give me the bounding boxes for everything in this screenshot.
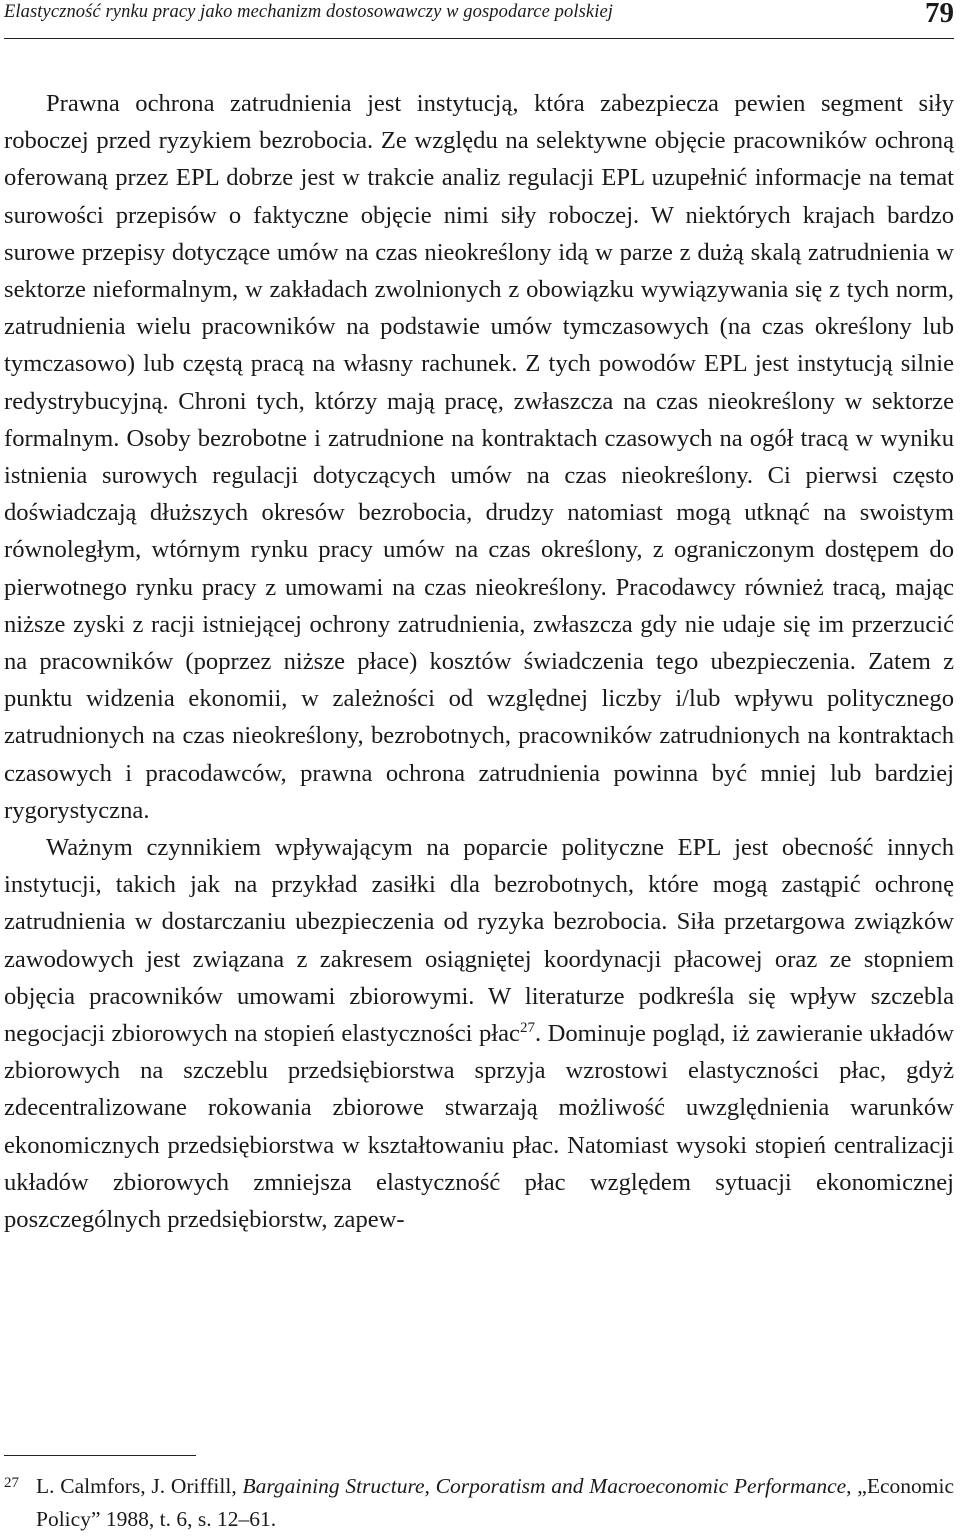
paragraph-text: . Dominuje pogląd, iż zawieranie układów zbiorowych na szczeblu przedsiębiorstwa sprzyja wzrostowi elastyczności płac, gdyż zdecentralizowane rokowania zbiorowe stwarzają możliwość uwzględnienia warunków ekonomicznych przedsiębiorstwa w kształtowaniu płac. Natomiast wysoki stopień centralizacji układów zbiorowych zmniejsza elastyczność płac względem sytuacji ekonomicznej poszczególnych przedsiębiorstw, zapew- bbox=[4, 1020, 954, 1234]
footnote bbox=[4, 1470, 954, 1536]
footnote-number: 27 bbox=[4, 1475, 19, 1491]
footnote-authors: L. Calmfors, J. Oriffill, bbox=[36, 1474, 243, 1498]
page-header bbox=[4, 0, 954, 39]
footnote-title: Bargaining Structure, Corporatism and Macroeconomic Performance bbox=[242, 1474, 847, 1498]
footnote-divider bbox=[4, 1455, 196, 1456]
paragraph-text: Prawna ochrona zatrudnienia jest instytucją, która zabezpiecza pewien segment siły roboczej przed ryzykiem bezrobocia. Ze względu na selektywne objęcie pracowników ochroną oferowaną przez EPL dobrze jest w trakcie analiz regulacji EPL uzupełnić informacje na temat surowości przepisów o faktyczne objęcie nimi siły roboczej. W niektórych krajach bardzo surowe przepisy dotyczące umów na czas nieokreślony idą w parze z dużą skalą zatrudnienia w sektorze nieformalnym, w zakładach zwolnionych z obowiązku wywiązywania się z tych norm, zatrudnienia wielu pracowników na podstawie umów tymczasowych (na czas określony lub tymczasowo) lub częstą pracą na własny rachunek. Z tych powodów EPL jest instytucją silnie redystrybucyjną. Chroni tych, którzy mają pracę, zwłaszcza na czas nieokreślony w sektorze formalnym. Osoby bezrobotne i zatrudnione na kontraktach czasowych na ogół tracą w wyniku istnienia surowych regulacji dotyczących umów na czas nieokreślony. Ci pierwsi często doświadczają dłuższych okresów bezrobocia, drudzy natomiast mogą utknąć na swoistym równoległym, wtórnym rynku pracy umów na czas określony, z ograniczonym dostępem do pierwotnego rynku pracy z umowami na czas nieokreślony. Pracodawcy również tracą, mając niższe zyski z racji istniejącej ochrony zatrudnienia, zwłaszcza gdy nie udaje się im przerzucić na pracowników (poprzez niższe płace) kosztów świadczenia tego ubezpieczenia. Zatem z punktu widzenia ekonomii, w zależności od względnej liczby i/lub wpływu politycznego zatrudnionych na czas nieokreślony, bezrobotnych, pracowników zatrudnionych na kontraktach czasowych i pracodawców, prawna ochrona zatrudnienia powinna być mniej lub bardziej rygorystyczna. bbox=[4, 90, 954, 824]
footnote-reference[interactable]: 27 bbox=[519, 1020, 535, 1037]
footnote-text bbox=[4, 1470, 954, 1536]
paragraph-text: Ważnym czynnikiem wpływającym na poparcie polityczne EPL jest obecność innych instytucji, takich jak na przykład zasiłki dla bezrobotnych, które mogą zastąpić ochronę zatrudnienia w dostarczaniu ubezpieczenia od ryzyka bezrobocia. Siła przetargowa związków zawodowych jest związana z zakresem osiągniętej koordynacji płacowej oraz ze stopniem objęcia pracowników umowami zbiorowymi. W literaturze podkreśla się wpływ szczebla negocjacji zbiorowych na stopień elastyczności płac bbox=[4, 834, 954, 1048]
paragraph bbox=[4, 829, 954, 1238]
footnote-citation: , „Economic Policy” 1988, t. 6, s. 12–61. bbox=[36, 1474, 954, 1531]
main-text bbox=[4, 85, 954, 1238]
page-number: 79 bbox=[925, 0, 954, 29]
running-title: Elastyczność rynku pracy jako mechanizm dostosowawczy w gospodarce polskiej bbox=[4, 2, 613, 22]
paragraph bbox=[4, 85, 954, 829]
